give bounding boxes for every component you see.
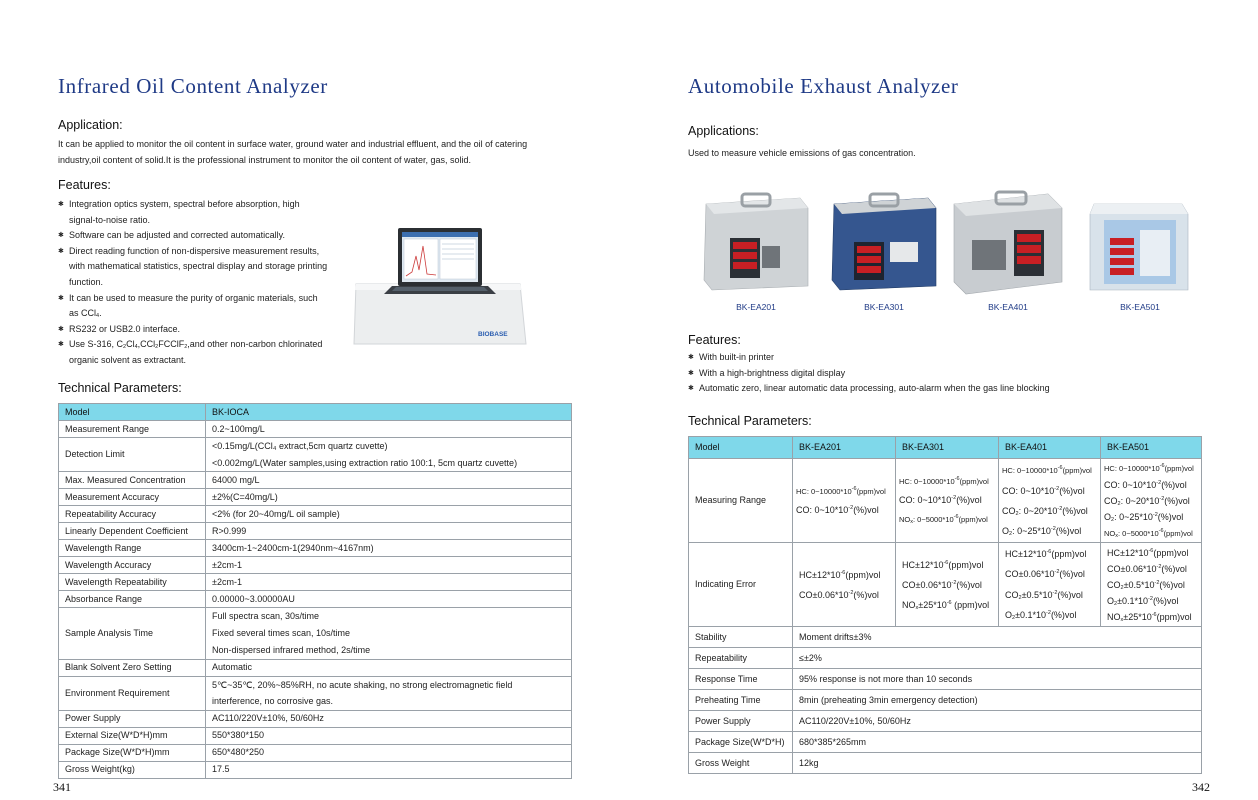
param-name: Wavelength Range [59,540,206,557]
param-value: <2% (for 20~40mg/L oil sample) [206,506,572,523]
table-row [689,753,1202,774]
header-cell: Model [59,404,206,421]
param-name: Max. Measured Concentration [59,472,206,489]
param-name: Preheating Time [689,690,793,711]
param-value: HC: $0\sim 10000*10^{-6}(ppm)vol$ CO: $0\sim 10*10^{-2}(\%)vol$ $CO_2$: $0\sim 20*10^{-2}(\%)vol$ $O_2$: $0\sim 25*10^{-2}(\%)vol$ $NO_x$: $0\sim 5000*10^{-6}(ppm)vol$ [1101,459,1202,543]
param-value: HC: $0\sim 10000*10^{-6}(ppm)vol$ CO: $0\sim 10*10^{-2}(\%)vol$ $CO_2$: $0\sim 20*10^{-2}(\%)vol$ $O_2$: $0\sim 25*10^{-2}(\%)vol$ [999,459,1101,543]
table-row [689,648,1202,669]
param-value: AC110/220V±10%, 50/60Hz [793,711,1202,732]
param-value: ±2cm-1 [206,574,572,591]
param-value: AC110/220V±10%, 50/60Hz [206,710,572,727]
param-value: ≤±2% [793,648,1202,669]
application-text [58,137,578,168]
param-value: 12kg [793,753,1202,774]
param-value: 17.5 [206,761,572,778]
param-name: Environment Requirement [59,676,206,710]
header-cell: BK-EA401 [999,437,1101,459]
application-heading: Application: [58,118,123,132]
application-line: It can be applied to monitor the oil content in surface water, ground water and industrial effluent, and the oil of catering [58,139,528,149]
applications-text: Used to measure vehicle emissions of gas concentration. [688,148,916,158]
table-row [59,676,572,710]
param-value: $HC\pm 12*10^{-6}(ppm)vol$ $CO\pm 0.06*10^{-2}(\%)vol$ $CO_2\pm 0.5*10^{-2}(\%)vol$ $O_2\pm 0.1*10^{-2}(\%)vol$ $NO_x\pm 25*10^{-6}(ppm)vol$ [1101,543,1202,627]
biobase-logo: BIOBASE [478,331,508,338]
param-name: Wavelength Accuracy [59,557,206,574]
table-row [689,711,1202,732]
value-line: <0.15mg/L(CCl₄ extract,5cm quartz cuvette) [212,441,388,451]
table-row [689,732,1202,753]
param-name: Response Time [689,669,793,690]
param-value: 0.00000~3.00000AU [206,591,572,608]
param-value [206,438,572,472]
param-value: 680*385*265mm [793,732,1202,753]
header-cell: BK-EA501 [1101,437,1202,459]
table-row [689,669,1202,690]
table-row [59,608,572,659]
table-row [59,421,572,438]
param-name: Measurement Range [59,421,206,438]
exhaust-analyzer-spec-table [688,436,1202,774]
page-title-oil-analyzer: Infrared Oil Content Analyzer [58,74,328,98]
exhaust-analyzer-image [1084,190,1196,300]
value-line: Non-dispersed infrared method, 2s/time [212,644,371,655]
param-value [206,676,572,710]
header-cell: Model [689,437,793,459]
header-cell: BK-EA301 [896,437,999,459]
param-value: 64000 mg/L [206,472,572,489]
param-name: Absorbance Range [59,591,206,608]
header-cell: BK-EA201 [793,437,896,459]
table-row [59,506,572,523]
param-name: Indicating Error [689,543,793,627]
oil-analyzer-product-image [352,226,528,346]
param-value: $HC\pm 12*10^{-6}(ppm)vol$ $CO\pm 0.06*10^{-2}(\%)vol$ $NO_x\pm 25*10^{-6}$ (ppm)vol [896,543,999,627]
param-value: $HC\pm 12*10^{-6}(ppm)vol$ $CO\pm 0.06*10^{-2}(\%)vol$ $CO_2\pm 0.5*10^{-2}(\%)vol$ $O_2\pm 0.1*10^{-2}(\%)vol$ [999,543,1101,627]
product-bk-ea201 [700,190,812,312]
param-name: Power Supply [59,710,206,727]
param-value: 3400cm-1~2400cm-1(2940nm~4167nm) [206,540,572,557]
table-row [59,744,572,761]
param-value: ±2%(C=40mg/L) [206,489,572,506]
product-caption: BK-EA501 [1120,302,1160,312]
param-value: R>0.999 [206,523,572,540]
param-value: 650*480*250 [206,744,572,761]
applications-heading: Applications: [688,124,759,138]
features-list [688,350,1208,397]
table-header-row [59,404,572,421]
feature-item: ✱ Automatic zero, linear automatic data processing, auto-alarm when the gas line blocking [688,381,1208,397]
param-name: Repeatability [689,648,793,669]
table-row [59,710,572,727]
param-name: Package Size(W*D*H) [689,732,793,753]
table-row [59,472,572,489]
param-name: Measuring Range [689,459,793,543]
param-name: Gross Weight [689,753,793,774]
exhaust-analyzer-image [952,190,1064,300]
table-row [59,523,572,540]
feature-item: ✱ Software can be adjusted and corrected automatically. [58,228,328,244]
table-row [59,659,572,676]
application-line: industry,oil content of solid.It is the professional instrument to monitor the oil content of water, gas, solid. [58,154,472,165]
feature-item: ✱ RS232 or USB2.0 interface. [58,322,328,338]
param-name: Package Size(W*D*H)mm [59,744,206,761]
feature-item: ✱ Integration optics system, spectral before absorption, high signal-to-noise ratio. [58,197,328,228]
table-row-measuring-range [689,459,1202,543]
param-name: External Size(W*D*H)mm [59,727,206,744]
table-header-row [689,437,1202,459]
page-number: 341 [53,780,71,794]
param-value: HC: $0\sim 10000*10^{-6}(ppm)vol$ CO: $0\sim 10*10^{-2}(\%)vol$ $NO_x$: $0\sim 5000*10^{-6}(ppm)vol$ [896,459,999,543]
tech-params-heading: Technical Parameters: [688,414,812,428]
feature-item: ✱ Use S-316, $C_2Cl_4,CCl_2FCClF_2,and$ other non-carbon chlorinated organic solvent as extractant. [58,337,328,368]
product-caption: BK-EA201 [736,302,776,312]
table-row [59,540,572,557]
param-name: Linearly Dependent Coefficient [59,523,206,540]
table-row [59,557,572,574]
exhaust-analyzer-products [700,190,1210,320]
table-row [59,727,572,744]
param-value: 550*380*150 [206,727,572,744]
feature-item: ✱ Direct reading function of non-dispersive measurement results, with mathematical statistics, spectral display and storage printing function. [58,244,328,291]
features-heading: Features: [58,178,111,192]
product-bk-ea501 [1084,190,1196,312]
param-name: Gross Weight(kg) [59,761,206,778]
param-value: Moment drifts±3% [793,627,1202,648]
exhaust-analyzer-image [828,190,940,300]
features-list [58,197,328,369]
value-line: 5℃~35℃, 20%~85%RH, no acute shaking, no strong electromagnetic field [212,679,513,690]
param-value [206,608,572,659]
param-name: Blank Solvent Zero Setting [59,659,206,676]
param-value: 0.2~100mg/L [206,421,572,438]
param-name: Power Supply [689,711,793,732]
tech-params-heading: Technical Parameters: [58,381,182,395]
table-row [59,761,572,778]
product-caption: BK-EA401 [988,302,1028,312]
value-line: Full spectra scan, 30s/time [212,611,320,622]
param-name: Measurement Accuracy [59,489,206,506]
param-name: Wavelength Repeatability [59,574,206,591]
table-row [59,438,572,472]
header-cell: BK-IOCA [206,404,572,421]
product-bk-ea301 [828,190,940,312]
param-name: Repeatability Accuracy [59,506,206,523]
param-name: Stability [689,627,793,648]
feature-item: ✱ With built-in printer [688,350,1208,366]
feature-item: ✱ With a high-brightness digital display [688,366,1208,382]
product-caption: BK-EA301 [864,302,904,312]
param-name: Detection Limit [59,438,206,472]
exhaust-analyzer-image [700,190,812,300]
param-value: 8min (preheating 3min emergency detection) [793,690,1202,711]
table-row [59,489,572,506]
param-value: Automatic [206,659,572,676]
table-row [689,627,1202,648]
value-line: <0.002mg/L(Water samples,using extraction ratio 100:1, 5cm quartz cuvette) [212,457,518,468]
param-value: ±2cm-1 [206,557,572,574]
features-heading: Features: [688,333,741,347]
table-row-indicating-error [689,543,1202,627]
param-value: $HC\pm 12*10^{-6}(ppm)vol$ $CO\pm 0.06*10^{-2}(\%)vol$ [793,543,896,627]
table-row [689,690,1202,711]
oil-analyzer-spec-table [58,403,572,779]
value-line: interference, no corrosive gas. [212,696,334,707]
param-name: Sample Analysis Time [59,608,206,659]
table-row [59,591,572,608]
product-bk-ea401 [952,190,1064,312]
page-number: 342 [1192,780,1210,794]
table-row [59,574,572,591]
param-value: 95% response is not more than 10 seconds [793,669,1202,690]
param-value: HC: $0\sim 10000*10^{-6}(ppm)vol$ CO: $0\sim 10*10^{-2}(\%)vol$ [793,459,896,543]
value-line: Fixed several times scan, 10s/time [212,628,351,639]
page-title-exhaust-analyzer: Automobile Exhaust Analyzer [688,74,959,98]
feature-item: ✱ It can be used to measure the purity of organic materials, such as CCl$_4$. [58,291,328,322]
